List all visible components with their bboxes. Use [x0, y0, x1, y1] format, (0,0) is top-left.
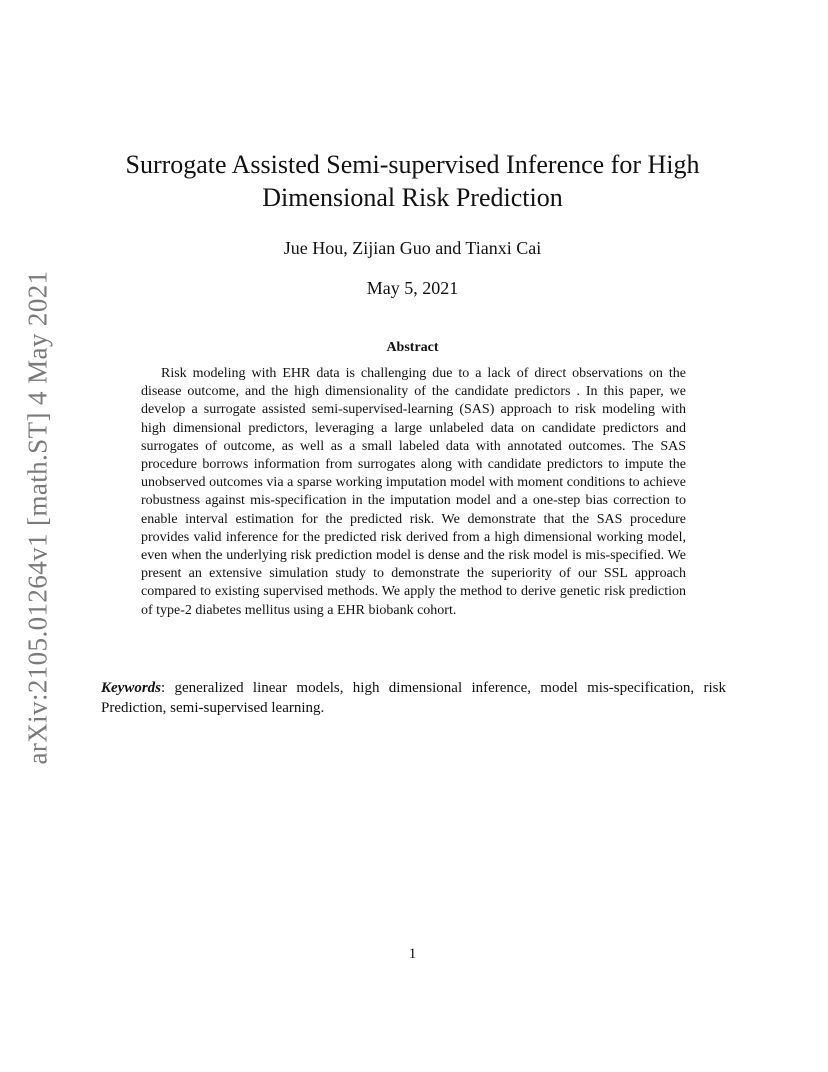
paper-authors: Jue Hou, Zijian Guo and Tianxi Cai [283, 238, 542, 258]
paper-date: May 5, 2021 [366, 278, 459, 298]
abstract-body: Risk modeling with EHR data is challenging due to a lack of direct observations on the disease outcome, and the high dimensionality of the candidate predictors . In this paper, we develop a surrogate assisted semi-supervised-learning (SAS) approach to risk modeling with high dimensional predictors, leveraging a large unlabeled data on candidate predictors and surrogates of outcome, as well as a small labeled data with annotated outcomes. The SAS procedure borrows information from surrogates along with candidate predictors to impute the unobserved outcomes via a sparse working imputation model with moment conditions to achieve robustness against mis-specification in the imputation model and a one-step bias correction to enable interval estimation for the predicted risk. We demonstrate that the SAS procedure provides valid inference for the predicted risk derived from a high dimensional working model, even when the underlying risk prediction model is dense and the risk model is mis-specified. We present an extensive simulation study to demonstrate the superiority of our SSL approach compared to existing supervised methods. We apply the method to derive genetic risk prediction of type-2 diabetes mellitus using a EHR biobank cohort. [141, 366, 686, 618]
keywords-text: : generalized linear models, high dimensional inference, model mis-specification, risk Prediction, semi-supervised learning. [101, 680, 726, 716]
page-number: 1 [408, 946, 417, 962]
paper-title: Surrogate Assisted Semi-supervised Inference for High Dimensional Risk Prediction [125, 150, 700, 212]
abstract-heading: Abstract [386, 340, 439, 355]
keywords-paragraph [101, 678, 726, 718]
arxiv-side-label [22, 269, 54, 765]
keywords-label: Keywords [101, 680, 161, 696]
arxiv-identifier: arXiv:2105.01264v1 [math.ST] 4 May 2021 [22, 269, 53, 765]
